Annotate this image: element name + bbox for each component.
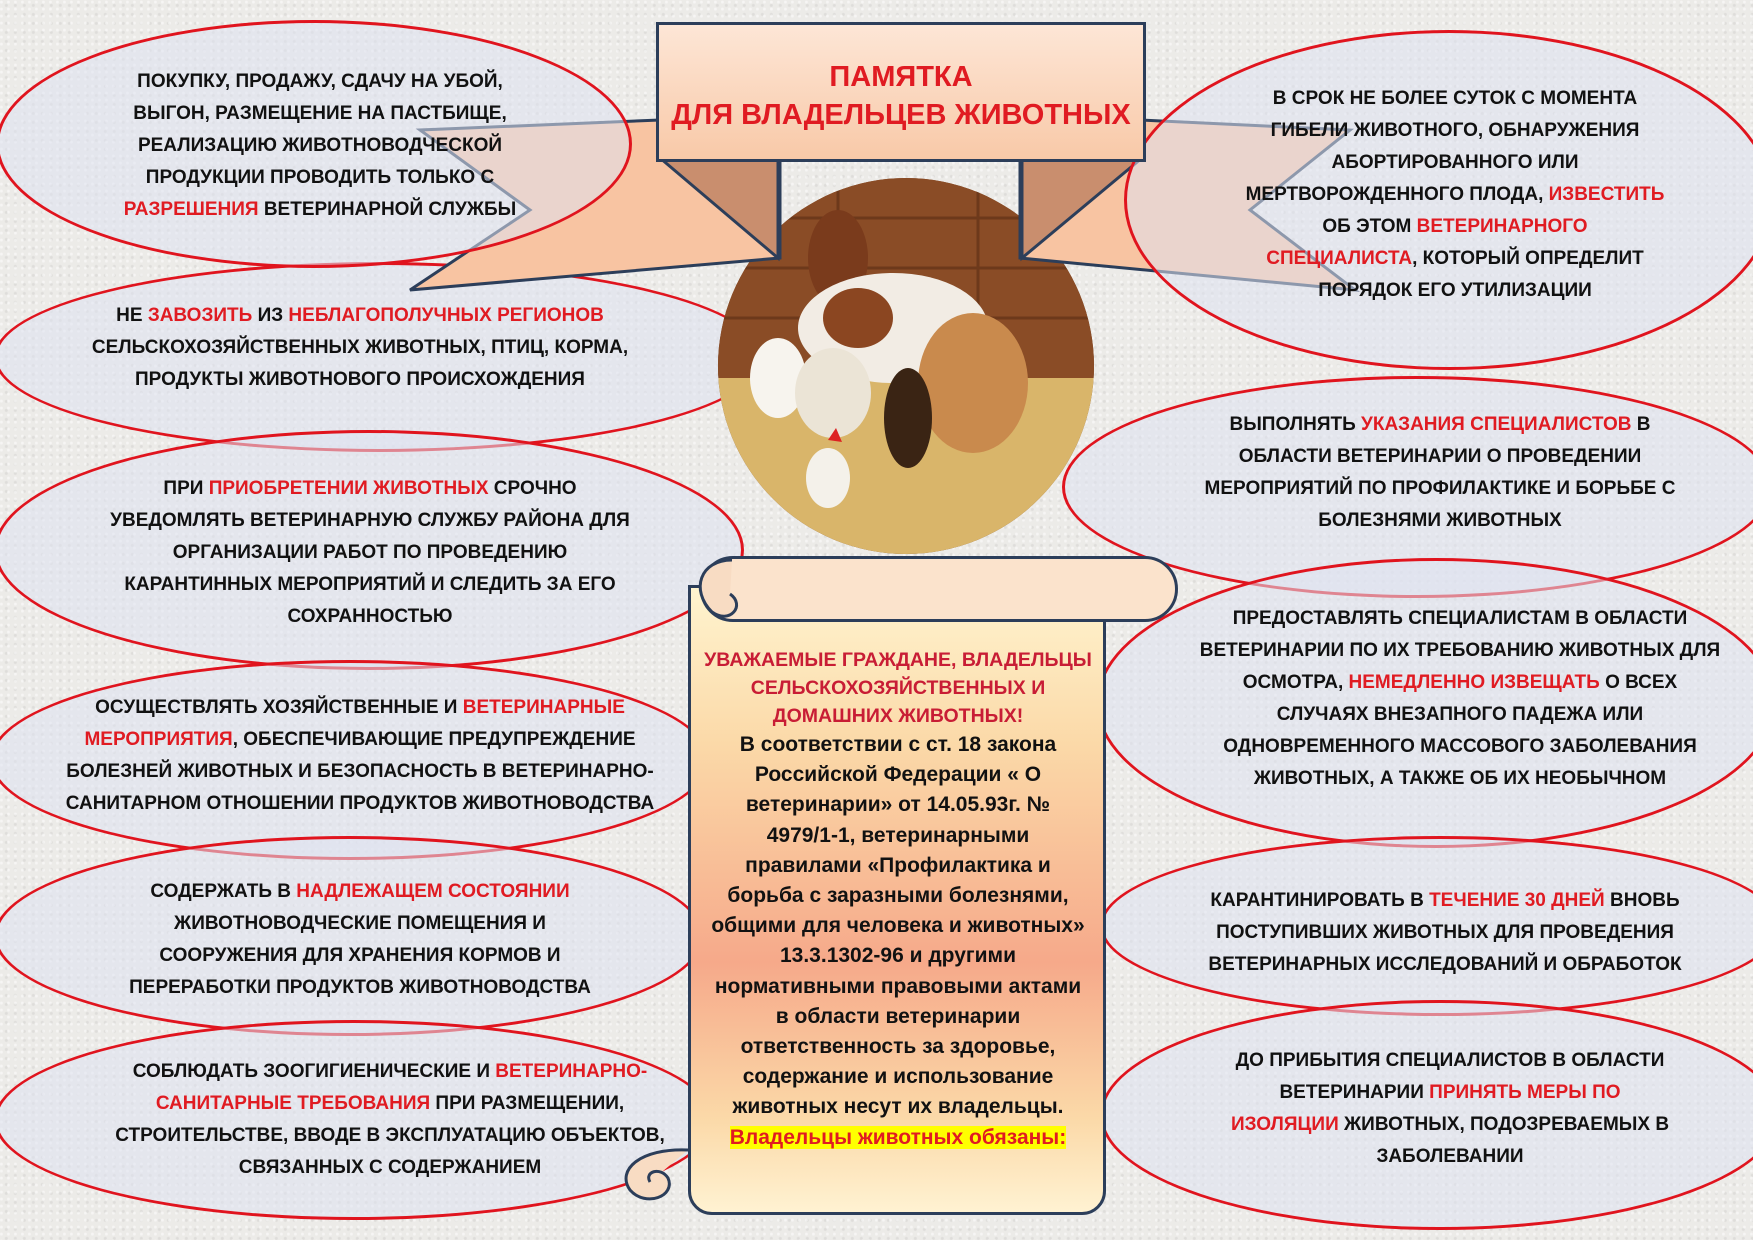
plain-text: , КОТОРЫЙ ОПРЕДЕЛИТ — [1412, 248, 1644, 269]
highlight-text: ВЕТЕРИНАРНОГО — [1416, 216, 1588, 237]
text-line — [70, 98, 570, 130]
plain-text: ВЫПОЛНЯТЬ — [1229, 414, 1362, 435]
text-line — [1170, 1141, 1730, 1173]
text-line — [60, 569, 680, 601]
highlight-text: РАЗРЕШЕНИЯ — [123, 199, 259, 220]
plain-text: ДО ПРИБЫТИЯ СПЕЦИАЛИСТОВ В ОБЛАСТИ — [1235, 1050, 1665, 1071]
plain-text: ОРГАНИЗАЦИИ РАБОТ ПО ПРОВЕДЕНИЮ — [172, 542, 568, 563]
text-line — [30, 756, 690, 788]
plain-text: О ВСЕХ — [1599, 672, 1678, 693]
scroll-heading-line: ДОМАШНИХ ЖИВОТНЫХ! — [772, 705, 1024, 727]
text-line — [70, 194, 570, 226]
text-line — [90, 1088, 690, 1120]
scroll-body-text — [698, 730, 1098, 1123]
plain-text: КАРАНТИННЫХ МЕРОПРИЯТИЙ И СЛЕДИТЬ ЗА ЕГО — [124, 574, 616, 595]
scroll-body-line: ветеринарии» от 14.05.93г. № — [745, 793, 1051, 817]
highlight-text: ЗАВОЗИТЬ — [147, 305, 253, 326]
text-line — [60, 601, 680, 633]
scroll-body-line: нормативными правовыми актами — [714, 974, 1082, 998]
plain-text: ВЕТЕРИНАРНОЙ СЛУЖБЫ — [258, 199, 517, 220]
plain-text: УВЕДОМЛЯТЬ ВЕТЕРИНАРНУЮ СЛУЖБУ РАЙОНА ДЛЯ — [110, 510, 630, 531]
plain-text: ПОСТУПИВШИХ ЖИВОТНЫХ ДЛЯ ПРОВЕДЕНИЯ — [1216, 922, 1674, 943]
left-text-1 — [70, 66, 570, 226]
text-line — [70, 162, 570, 194]
text-line — [60, 332, 660, 364]
plain-text: ПРОДУКЦИИ ПРОВОДИТЬ ТОЛЬКО С — [145, 167, 495, 188]
highlight-text: СПЕЦИАЛИСТА — [1266, 248, 1413, 269]
highlight-text: МЕРОПРИЯТИЯ — [84, 729, 233, 750]
text-line — [1170, 667, 1750, 699]
plain-text: СОХРАННОСТЬЮ — [287, 606, 453, 627]
text-line — [60, 972, 660, 1004]
plain-text: СОДЕРЖАТЬ В — [150, 881, 297, 902]
text-line — [1185, 115, 1725, 147]
scroll-body-line: правилами «Профилактика и — [745, 853, 1051, 877]
plain-text: В — [1631, 414, 1651, 435]
plain-text: СЕЛЬСКОХОЗЯЙСТВЕННЫХ ЖИВОТНЫХ, ПТИЦ, КОРМА, — [91, 337, 629, 358]
plain-text: СОБЛЮДАТЬ ЗООГИГИЕНИЧЕСКИЕ И — [132, 1061, 496, 1082]
plain-text: АБОРТИРОВАННОГО ИЛИ — [1331, 152, 1579, 173]
text-line — [1185, 83, 1725, 115]
plain-text: ОДНОВРЕМЕННОГО МАССОВОГО ЗАБОЛЕВАНИЯ — [1223, 736, 1697, 757]
plain-text: СООРУЖЕНИЯ ДЛЯ ХРАНЕНИЯ КОРМОВ И — [159, 945, 561, 966]
right-text-3 — [1170, 603, 1750, 795]
plain-text: БОЛЕЗНЯМИ ЖИВОТНЫХ — [1318, 510, 1562, 531]
text-line — [1185, 211, 1725, 243]
highlight-text: ТЕЧЕНИЕ 30 ДНЕЙ — [1429, 890, 1605, 911]
highlight-text: НЕМЕДЛЕННО ИЗВЕЩАТЬ — [1348, 672, 1600, 693]
plain-text: ПРИ РАЗМЕЩЕНИИ, — [430, 1093, 625, 1114]
plain-text: ПРИ — [163, 478, 209, 499]
plain-text: МЕРТВОРОЖДЕННОГО ПЛОДА, — [1245, 184, 1549, 205]
plain-text: СРОЧНО — [488, 478, 577, 499]
right-text-4 — [1150, 885, 1740, 981]
text-line — [30, 692, 690, 724]
plain-text: , ОБЕСПЕЧИВАЮЩИЕ ПРЕДУПРЕЖДЕНИЕ — [232, 729, 636, 750]
scroll-body-line: 13.3.1302-96 и другими — [779, 944, 1016, 968]
plain-text: ОБЛАСТИ ВЕТЕРИНАРИИ О ПРОВЕДЕНИИ — [1238, 446, 1642, 467]
text-line — [1150, 949, 1740, 981]
plain-text: САНИТАРНОМ ОТНОШЕНИИ ПРОДУКТОВ ЖИВОТНОВОДСТВА — [65, 793, 655, 814]
scroll-final-line: Владельцы животных обязаны: — [729, 1125, 1067, 1149]
left-text-3 — [60, 473, 680, 633]
text-line — [1155, 441, 1725, 473]
plain-text: ПРЕДОСТАВЛЯТЬ СПЕЦИАЛИСТАМ В ОБЛАСТИ — [1232, 608, 1688, 629]
text-line — [1150, 885, 1740, 917]
plain-text: ПОРЯДОК ЕГО УТИЛИЗАЦИИ — [1318, 280, 1592, 301]
left-text-4 — [30, 692, 690, 820]
text-line — [1170, 731, 1750, 763]
plain-text: ВНОВЬ — [1604, 890, 1680, 911]
text-line — [60, 876, 660, 908]
plain-text: ПРОДУКТЫ ЖИВОТНОВОГО ПРОИСХОЖДЕНИЯ — [135, 369, 585, 390]
text-line — [1155, 473, 1725, 505]
highlight-text: НЕБЛАГОПОЛУЧНЫХ РЕГИОНОВ — [288, 305, 604, 326]
text-line — [90, 1056, 690, 1088]
text-line — [30, 788, 690, 820]
highlight-text: ВЕТЕРИНАРНЫЕ — [462, 697, 625, 718]
plain-text: ОСУЩЕСТВЛЯТЬ ХОЗЯЙСТВЕННЫЕ И — [95, 697, 463, 718]
right-text-1 — [1185, 83, 1725, 307]
text-line — [1155, 505, 1725, 537]
highlight-text: ПРИНЯТЬ МЕРЫ ПО — [1429, 1082, 1621, 1103]
plain-text: ВЕТЕРИНАРИИ — [1279, 1082, 1430, 1103]
highlight-text: ИЗВЕСТИТЬ — [1548, 184, 1665, 205]
text-line — [1170, 603, 1750, 635]
plain-text: ВЕТЕРИНАРИИ ПО ИХ ТРЕБОВАНИЮ ЖИВОТНЫХ ДЛЯ — [1199, 640, 1721, 661]
highlight-text: ПРИОБРЕТЕНИИ ЖИВОТНЫХ — [208, 478, 489, 499]
plain-text: РЕАЛИЗАЦИЮ ЖИВОТНОВОДЧЕСКОЙ — [137, 135, 503, 156]
scroll-heading-line: СЕЛЬСКОХОЗЯЙСТВЕННЫХ И — [750, 677, 1046, 699]
text-line — [1185, 243, 1725, 275]
plain-text: ЖИВОТНЫХ, А ТАКЖЕ ОБ ИХ НЕОБЫЧНОМ — [1253, 768, 1667, 789]
plain-text: ОБ ЭТОМ — [1322, 216, 1417, 237]
text-line — [60, 473, 680, 505]
banner-title-line2: ДЛЯ ВЛАДЕЛЬЦЕВ ЖИВОТНЫХ — [671, 99, 1131, 131]
plain-text: МЕРОПРИЯТИЙ ПО ПРОФИЛАКТИКЕ И БОРЬБЕ С — [1204, 478, 1676, 499]
left-text-6 — [90, 1056, 690, 1184]
scroll-heading — [698, 646, 1098, 730]
text-line — [60, 940, 660, 972]
plain-text: КАРАНТИНИРОВАТЬ В — [1210, 890, 1430, 911]
scroll-body-line: общими для человека и животных» — [711, 914, 1085, 938]
left-text-2 — [60, 300, 660, 396]
plain-text: БОЛЕЗНЕЙ ЖИВОТНЫХ И БЕЗОПАСНОСТЬ В ВЕТЕРИНАРНО- — [66, 761, 654, 782]
text-line — [90, 1120, 690, 1152]
scroll-body-line: Российской Федерации « О — [754, 763, 1042, 787]
scroll-body-line: содержание и использование — [742, 1065, 1054, 1089]
plain-text: ПОКУПКУ, ПРОДАЖУ, СДАЧУ НА УБОЙ, — [137, 71, 503, 92]
scroll-body-line: В соответствии с ст. 18 закона — [739, 733, 1057, 756]
text-line — [60, 505, 680, 537]
plain-text: СТРОИТЕЛЬСТВЕ, ВВОДЕ В ЭКСПЛУАТАЦИЮ ОБЪЕКТОВ, — [115, 1125, 665, 1146]
text-line — [70, 66, 570, 98]
text-line — [60, 537, 680, 569]
plain-text: ГИБЕЛИ ЖИВОТНОГО, ОБНАРУЖЕНИЯ — [1270, 120, 1640, 141]
text-line — [1170, 635, 1750, 667]
text-line — [1150, 917, 1740, 949]
text-line — [70, 130, 570, 162]
highlight-text: НАДЛЕЖАЩЕМ СОСТОЯНИИ — [296, 881, 570, 902]
plain-text: В СРОК НЕ БОЛЕЕ СУТОК С МОМЕНТА — [1272, 88, 1638, 109]
text-line — [1185, 147, 1725, 179]
scroll-body-line: в области ветеринарии — [775, 1004, 1021, 1028]
plain-text: ЖИВОТНОВОДЧЕСКИЕ ПОМЕЩЕНИЯ И — [174, 913, 546, 934]
text-line — [30, 724, 690, 756]
plain-text: НЕ — [116, 305, 148, 326]
plain-text: ПЕРЕРАБОТКИ ПРОДУКТОВ ЖИВОТНОВОДСТВА — [129, 977, 591, 998]
right-text-2 — [1155, 409, 1725, 537]
text-line — [1170, 763, 1750, 795]
text-line — [60, 364, 660, 396]
plain-text: ВЕТЕРИНАРНЫХ ИССЛЕДОВАНИЙ И ОБРАБОТОК — [1208, 954, 1682, 975]
highlight-text: ИЗОЛЯЦИИ — [1230, 1114, 1339, 1135]
text-line — [1170, 699, 1750, 731]
plain-text: ЗАБОЛЕВАНИИ — [1376, 1146, 1524, 1167]
plain-text: ОСМОТРА, — [1242, 672, 1349, 693]
scroll-heading-line: УВАЖАЕМЫЕ ГРАЖДАНЕ, ВЛАДЕЛЬЦЫ — [704, 649, 1092, 671]
plain-text: СВЯЗАННЫХ С СОДЕРЖАНИЕМ — [238, 1157, 542, 1178]
left-text-5 — [60, 876, 660, 1004]
plain-text: СЛУЧАЯХ ВНЕЗАПНОГО ПАДЕЖА ИЛИ — [1276, 704, 1644, 725]
text-line — [60, 908, 660, 940]
scroll-body-line: борьба с заразными болезнями, — [727, 884, 1069, 908]
text-line — [1185, 179, 1725, 211]
scroll-text — [698, 646, 1098, 1153]
right-text-5 — [1170, 1045, 1730, 1173]
text-line — [1155, 409, 1725, 441]
scroll-body-line: ответственность за здоровье, — [740, 1035, 1056, 1059]
text-line — [1170, 1077, 1730, 1109]
text-line — [90, 1152, 690, 1184]
plain-text: ВЫГОН, РАЗМЕЩЕНИЕ НА ПАСТБИЩЕ, — [133, 103, 507, 124]
text-line — [1170, 1109, 1730, 1141]
highlight-text: УКАЗАНИЯ СПЕЦИАЛИСТОВ — [1361, 414, 1632, 435]
plain-text: ЖИВОТНЫХ, ПОДОЗРЕВАЕМЫХ В — [1338, 1114, 1670, 1135]
text-line — [60, 300, 660, 332]
banner-title-line1: ПАМЯТКА — [829, 61, 973, 93]
text-line — [1170, 1045, 1730, 1077]
text-line — [1185, 275, 1725, 307]
plain-text: ИЗ — [252, 305, 289, 326]
highlight-text: САНИТАРНЫЕ ТРЕБОВАНИЯ — [155, 1093, 431, 1114]
scroll-body-line: животных несут их владельцы. — [732, 1095, 1064, 1119]
scroll-body-line: 4979/1-1, ветеринарными — [766, 823, 1030, 847]
highlight-text: ВЕТЕРИНАРНО- — [495, 1061, 648, 1082]
